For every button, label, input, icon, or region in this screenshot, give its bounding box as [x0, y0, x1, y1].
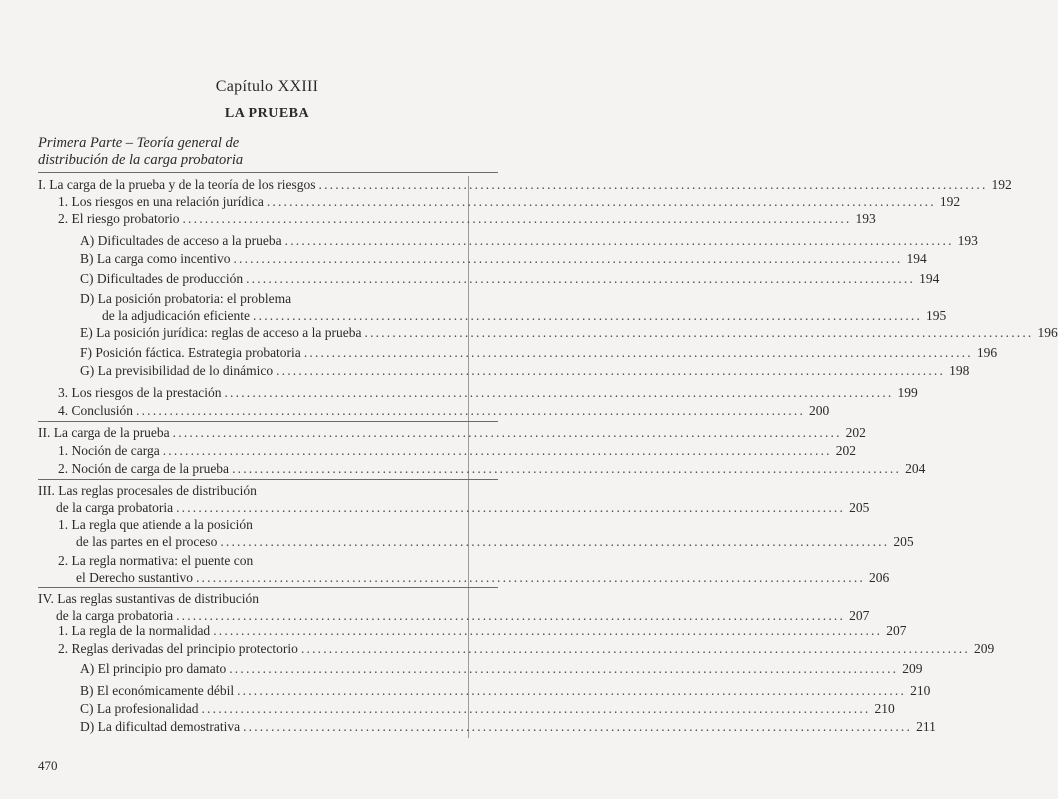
divider — [38, 172, 498, 173]
toc-entry-line — [58, 640, 995, 657]
toc-entry-text: 2. Noción de carga de la prueba — [58, 461, 230, 476]
toc-page-number: 202 — [845, 425, 866, 440]
toc-page-number: 204 — [905, 461, 926, 476]
toc-entry-text: B) El económicamente débil — [80, 683, 235, 698]
dot-leader: ........................................................................................................................ — [224, 385, 894, 400]
dot-leader: ........................................................................................................................ — [276, 363, 946, 378]
toc-entry[interactable] — [80, 344, 998, 361]
dot-leader: ........................................................................................................................ — [253, 308, 923, 323]
toc-page-number: 209 — [902, 661, 923, 676]
toc-entry-text: F) Posición fáctica. Estrategia probatoria — [80, 345, 301, 360]
dot-leader: ........................................................................................................................ — [220, 534, 890, 549]
toc-entry-text: 4. Conclusión — [58, 403, 134, 418]
toc-page-number: 195 — [926, 308, 947, 323]
toc-entry[interactable] — [38, 176, 1012, 193]
toc-entry-text: E) La posición jurídica: reglas de acceso a la prueba — [80, 325, 362, 340]
toc-page-number: 202 — [835, 443, 856, 458]
toc-entry-line — [58, 622, 907, 639]
toc-entry-text: IV. Las reglas sustantivas de distribución — [38, 591, 259, 606]
toc-page-number: 210 — [874, 701, 895, 716]
toc-entry-line — [58, 460, 926, 477]
toc-entry[interactable] — [58, 460, 926, 477]
dot-leader: ........................................................................................................................ — [246, 271, 916, 286]
toc-entry[interactable] — [58, 622, 907, 639]
toc-entry[interactable] — [58, 442, 856, 459]
toc-entry[interactable] — [38, 424, 866, 441]
toc-entry-line — [38, 176, 1012, 193]
toc-entry-line — [58, 402, 830, 419]
toc-entry-line — [80, 270, 940, 287]
toc-entry-text: G) La previsibilidad de lo dinámico — [80, 363, 274, 378]
toc-entry-text: A) El principio pro damato — [80, 661, 227, 676]
toc-entry-text: D) La posición probatoria: el problema — [80, 291, 292, 306]
toc-entry-line — [38, 499, 870, 516]
toc-page-number: 205 — [849, 500, 870, 515]
toc-entry-text: de la adjudicación eficiente — [102, 308, 251, 323]
toc-entry-line — [80, 250, 927, 267]
toc-page-number: 199 — [897, 385, 918, 400]
dot-leader: ........................................................................................................................ — [176, 608, 846, 623]
page-number: 470 — [38, 758, 58, 773]
dot-leader: ........................................................................................................................ — [232, 461, 902, 476]
toc-entry[interactable] — [38, 590, 870, 624]
toc-entry-line — [80, 362, 970, 379]
toc-entry[interactable] — [80, 660, 923, 677]
toc-page-number: 192 — [939, 194, 961, 209]
toc-entry-text: III. Las reglas procesales de distribución — [38, 483, 257, 498]
toc-entry-text: el Derecho sustantivo — [76, 570, 193, 585]
toc-entry[interactable] — [80, 682, 931, 699]
toc-entry-text: de las partes en el proceso — [76, 534, 218, 549]
chapter-heading: Capítulo XXIII — [215, 78, 319, 95]
toc-entry-text: B) La carga como incentivo — [80, 251, 231, 266]
dot-leader: ........................................................................................................................ — [364, 325, 1034, 340]
dot-leader: ........................................................................................................................ — [284, 233, 954, 248]
toc-page-number: 209 — [973, 641, 995, 656]
toc-entry-text: 1. Los riesgos en una relación jurídica — [58, 194, 264, 209]
toc-entry[interactable] — [58, 210, 876, 227]
toc-page-number: 196 — [1037, 325, 1058, 340]
toc-entry[interactable] — [80, 270, 940, 287]
toc-page-number: 205 — [893, 534, 914, 549]
toc-entry-line — [58, 569, 890, 586]
toc-page-number: 211 — [916, 719, 936, 734]
part-heading-line: Primera Parte – Teoría general de — [38, 135, 240, 151]
toc-entry[interactable] — [58, 516, 914, 550]
toc-page-number: 193 — [957, 233, 978, 248]
toc-entry[interactable] — [80, 362, 970, 379]
dot-leader: ........................................................................................................................ — [195, 570, 865, 585]
toc-entry-text: C) Dificultades de producción — [80, 271, 244, 286]
part-heading-line: distribución de la carga probatoria — [38, 152, 244, 168]
toc-entry[interactable] — [80, 718, 936, 735]
toc-entry-line — [58, 384, 918, 401]
dot-leader: ........................................................................................................................ — [266, 194, 936, 209]
dot-leader: ........................................................................................................................ — [172, 425, 842, 440]
toc-entry-text: 2. La regla normativa: el puente con — [58, 553, 254, 568]
divider — [38, 479, 498, 480]
dot-leader: ........................................................................................................................ — [318, 177, 988, 192]
toc-entry-text: 3. Los riesgos de la prestación — [58, 385, 222, 400]
toc-page-number: 194 — [919, 271, 940, 286]
toc-entry-text: 1. La regla que atiende a la posición — [58, 517, 253, 532]
toc-page-number: 198 — [949, 363, 970, 378]
toc-page-number: 194 — [906, 251, 927, 266]
toc-entry-line — [80, 324, 1058, 341]
dot-leader: ........................................................................................................................ — [136, 403, 806, 418]
toc-page-number: 196 — [976, 345, 998, 360]
dot-leader: ........................................................................................................................ — [162, 443, 832, 458]
toc-entry[interactable] — [58, 193, 961, 210]
toc-entry-line — [38, 424, 866, 441]
toc-page-number: 206 — [868, 570, 890, 585]
dot-leader: ........................................................................................................................ — [213, 623, 883, 638]
dot-leader: ........................................................................................................................ — [176, 500, 846, 515]
toc-entry-text: C) La profesionalidad — [80, 701, 199, 716]
divider — [38, 587, 498, 588]
toc-entry-line — [80, 307, 947, 324]
toc-entry-text: 2. Reglas derivadas del principio protectorio — [58, 641, 298, 656]
dot-leader: ........................................................................................................................ — [300, 641, 970, 656]
dot-leader: ........................................................................................................................ — [182, 211, 852, 226]
toc-entry-line — [80, 232, 978, 249]
toc-page-number: 207 — [849, 608, 870, 623]
toc-entry-line — [80, 718, 936, 735]
toc-entry[interactable] — [80, 700, 895, 717]
chapter-title: LA PRUEBA — [224, 106, 310, 121]
toc-entry-line — [80, 700, 895, 717]
toc-entry-text: 1. La regla de la normalidad — [58, 623, 211, 638]
dot-leader: ........................................................................................................................ — [233, 251, 903, 266]
toc-entry-line — [80, 660, 923, 677]
toc-entry-line — [58, 210, 876, 227]
toc-entry-text: de la carga probatoria — [56, 608, 174, 623]
toc-entry-line — [80, 682, 931, 699]
dot-leader: ........................................................................................................................ — [237, 683, 907, 698]
toc-entry[interactable] — [80, 290, 947, 324]
toc-entry-text: 1. Noción de carga — [58, 443, 160, 458]
toc-entry-line — [58, 533, 914, 550]
toc-entry-text: I. La carga de la prueba y de la teoría de los riesgos — [38, 177, 316, 192]
toc-entry-text: A) Dificultades de acceso a la prueba — [80, 233, 282, 248]
toc-page-number: 200 — [809, 403, 830, 418]
toc-page-number: 193 — [855, 211, 876, 226]
dot-leader: ........................................................................................................................ — [229, 661, 899, 676]
toc-entry-text: D) La dificultad demostrativa — [80, 719, 241, 734]
toc-entry[interactable] — [58, 552, 890, 586]
toc-entry-text: II. La carga de la prueba — [38, 425, 170, 440]
dot-leader: ........................................................................................................................ — [243, 719, 913, 734]
toc-entry-line — [80, 344, 998, 361]
toc-entry[interactable] — [58, 384, 918, 401]
toc-entry-line — [58, 193, 961, 210]
toc-entry[interactable] — [38, 482, 870, 516]
toc-page-number: 192 — [991, 177, 1012, 192]
toc-page-number: 207 — [886, 623, 907, 638]
toc-entry[interactable] — [58, 640, 995, 657]
toc-entry-text: de la carga probatoria — [56, 500, 174, 515]
toc-entry[interactable] — [80, 324, 1058, 341]
divider — [38, 421, 498, 422]
toc-entry-line — [58, 442, 856, 459]
dot-leader: ........................................................................................................................ — [201, 701, 871, 716]
part-heading — [38, 135, 458, 169]
dot-leader: ........................................................................................................................ — [303, 345, 973, 360]
toc-entry[interactable] — [80, 232, 978, 249]
toc-entry[interactable] — [58, 402, 830, 419]
toc-entry[interactable] — [80, 250, 927, 267]
toc-page-number: 210 — [910, 683, 931, 698]
toc-entry-text: 2. El riesgo probatorio — [58, 211, 180, 226]
